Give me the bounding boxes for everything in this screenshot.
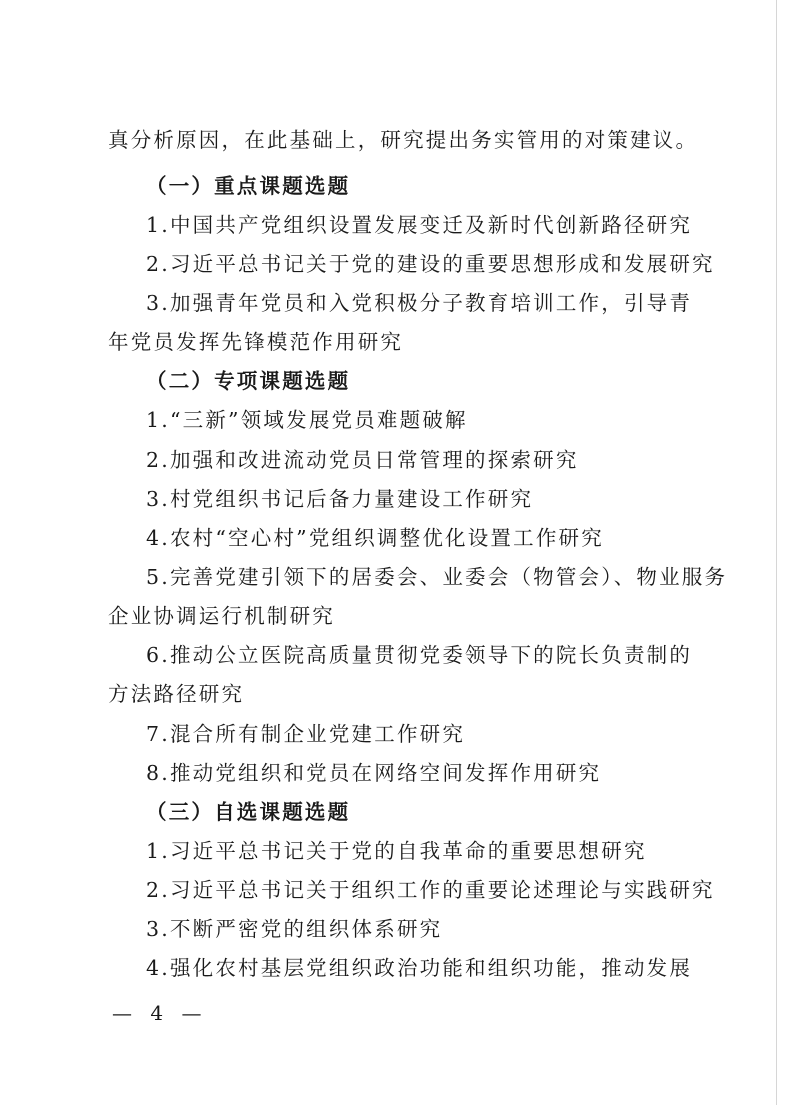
list-item: 5.完善党建引领下的居委会、业委会（物管会）、物业服务: [146, 565, 728, 589]
list-item: 2.加强和改进流动党员日常管理的探索研究: [146, 448, 579, 472]
page-edge: [776, 0, 777, 1105]
list-item: 3.村党组织书记后备力量建设工作研究: [146, 487, 534, 511]
list-item: 4.农村“空心村”党组织调整优化设置工作研究: [146, 526, 604, 550]
list-item: 2.习近平总书记关于组织工作的重要论述理论与实践研究: [146, 878, 715, 902]
list-item-continuation: 年党员发挥先锋模范作用研究: [108, 330, 404, 354]
list-item: 8.推动党组织和党员在网络空间发挥作用研究: [146, 761, 602, 785]
section-heading-2: （二）专项课题选题: [146, 369, 351, 393]
list-item: 2.习近平总书记关于党的建设的重要思想形成和发展研究: [146, 252, 715, 276]
list-item: 3.不断严密党的组织体系研究: [146, 917, 443, 941]
section-heading-3: （三）自选课题选题: [146, 800, 351, 824]
list-item: 4.强化农村基层党组织政治功能和组织功能，推动发展: [146, 956, 693, 980]
paragraph-line: 真分析原因，在此基础上，研究提出务实管用的对策建议。: [108, 128, 699, 152]
list-item-continuation: 企业协调运行机制研究: [108, 604, 335, 628]
list-item: 1.“三新”领域发展党员难题破解: [146, 408, 468, 432]
page-number: — 4 —: [112, 1001, 208, 1025]
list-item: 6.推动公立医院高质量贯彻党委领导下的院长负责制的: [146, 643, 693, 667]
section-heading-1: （一）重点课题选题: [146, 174, 351, 198]
list-item-continuation: 方法路径研究: [108, 682, 245, 706]
list-item: 1.习近平总书记关于党的自我革命的重要思想研究: [146, 839, 647, 863]
list-item: 3.加强青年党员和入党积极分子教育培训工作，引导青: [146, 291, 693, 315]
list-item: 1.中国共产党组织设置发展变迁及新时代创新路径研究: [146, 213, 693, 237]
list-item: 7.混合所有制企业党建工作研究: [146, 722, 466, 746]
